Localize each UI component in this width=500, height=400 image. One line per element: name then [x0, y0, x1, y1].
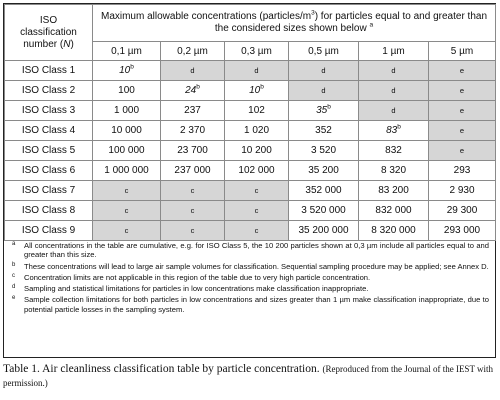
cell-value: e: [459, 126, 465, 135]
concentration-cell: [359, 101, 429, 121]
concentration-cell: [429, 121, 496, 141]
iso-class-label: ISO Class 5: [5, 141, 93, 161]
cell-value: e: [459, 146, 465, 155]
concentration-cell: [225, 101, 289, 121]
footnote: [4, 273, 495, 282]
cell-value: 237 000: [174, 165, 211, 176]
iso-class-label: ISO Class 1: [5, 61, 93, 81]
cell-value: d: [321, 86, 326, 95]
footnote-text: These concentrations will lead to large air sample volumes for classification. Sequential sampling procedure may be applied; see Annex D.: [24, 261, 489, 271]
concentration-cell: [289, 101, 359, 121]
footnote-mark: b: [327, 103, 331, 111]
table-row: [5, 101, 496, 121]
cell-value: 237: [184, 105, 201, 116]
cell-value: 1 000: [113, 105, 140, 116]
footnote-marker: c: [12, 272, 15, 279]
concentration-cell: [225, 141, 289, 161]
cell-value: c: [254, 186, 259, 195]
concentration-cell: [161, 221, 225, 241]
cell-value: e: [459, 66, 465, 75]
cell-value: c: [124, 206, 129, 215]
cell-value: 832 000: [375, 205, 412, 216]
concentration-cell: [429, 221, 496, 241]
concentration-cell: [225, 181, 289, 201]
cell-value: d: [391, 106, 396, 115]
table-row: [5, 201, 496, 221]
concentration-cell: [429, 181, 496, 201]
cell-value: 293: [453, 165, 471, 176]
concentration-cell: [429, 141, 496, 161]
footnote-marker: d: [12, 284, 16, 291]
iso-class-label: ISO Class 6: [5, 161, 93, 181]
size-header: 5 µm: [429, 42, 496, 61]
concentration-cell: [359, 121, 429, 141]
cell-value: 83 200: [378, 185, 409, 196]
concentration-cell: [161, 181, 225, 201]
size-header: 0,5 µm: [289, 42, 359, 61]
table-row: [5, 121, 496, 141]
concentration-cell: [225, 221, 289, 241]
cell-value: 3 520 000: [301, 205, 346, 216]
concentration-cell: [289, 221, 359, 241]
cell-value: 102: [248, 105, 265, 116]
size-header: 0,1 µm: [93, 42, 161, 61]
footnote-mark: b: [397, 123, 401, 131]
iso-class-label: ISO Class 4: [5, 121, 93, 141]
concentration-cell: [289, 141, 359, 161]
cell-value: 2 930: [449, 185, 475, 196]
concentration-cell: [161, 121, 225, 141]
cell-value: 10 200: [241, 145, 272, 156]
size-header: 0,2 µm: [161, 42, 225, 61]
header-classification-number: ISO classification number (N): [5, 5, 93, 61]
footnotes: [4, 241, 495, 314]
cell-value: c: [124, 186, 129, 195]
cell-value: e: [459, 86, 465, 95]
concentration-cell: [93, 201, 161, 221]
iso-class-label: ISO Class 7: [5, 181, 93, 201]
caption-title: Table 1. Air cleanliness classification table by particle concentration.: [3, 363, 320, 375]
cell-value: d: [391, 86, 396, 95]
table-caption: [3, 362, 497, 390]
concentration-cell: [225, 161, 289, 181]
size-header: 1 µm: [359, 42, 429, 61]
concentration-cell: [289, 121, 359, 141]
cell-value: 100: [118, 85, 135, 96]
concentration-cell: [93, 181, 161, 201]
cell-value: 2 370: [179, 125, 206, 136]
concentration-cell: [161, 81, 225, 101]
iso-classification-table: [4, 4, 496, 241]
concentration-cell: [93, 61, 161, 81]
footnote: [4, 284, 495, 293]
cell-value: 8 320: [380, 165, 407, 176]
concentration-cell: [161, 101, 225, 121]
cell-value: 102 000: [238, 165, 275, 176]
cell-value: c: [190, 186, 195, 195]
cell-value: c: [254, 226, 259, 235]
footnote-marker: a: [12, 241, 16, 247]
iso-class-label: ISO Class 2: [5, 81, 93, 101]
cell-value: d: [190, 66, 195, 75]
concentration-cell: [93, 221, 161, 241]
cell-value: 293 000: [443, 225, 481, 236]
cell-value: 29 300: [446, 205, 478, 216]
concentration-cell: [429, 161, 496, 181]
concentration-cell: [225, 81, 289, 101]
table-row: [5, 81, 496, 101]
concentration-cell: [429, 201, 496, 221]
concentration-cell: [289, 161, 359, 181]
footnote-mark: b: [196, 83, 200, 91]
footnote-text: Sample collection limitations for both particles in low concentrations and sizes greater than 1 µm make classification inappropriate, due to potential particle losses in the sampling system.: [24, 295, 489, 314]
cell-value: c: [190, 226, 195, 235]
concentration-cell: [161, 141, 225, 161]
concentration-cell: [225, 61, 289, 81]
concentration-cell: [225, 201, 289, 221]
cell-value: 8 320 000: [371, 225, 416, 236]
concentration-cell: [359, 181, 429, 201]
cell-value: 24: [185, 85, 197, 96]
table-row: [5, 141, 496, 161]
iso-class-label: ISO Class 3: [5, 101, 93, 121]
cell-value: 3 520: [310, 145, 337, 156]
concentration-cell: [429, 81, 496, 101]
table-row: [5, 221, 496, 241]
table-row: [5, 161, 496, 181]
size-header: 0,3 µm: [225, 42, 289, 61]
concentration-cell: [359, 161, 429, 181]
cell-value: 35: [316, 105, 328, 116]
concentration-cell: [93, 81, 161, 101]
iso-class-label: ISO Class 9: [5, 221, 93, 241]
concentration-cell: [289, 181, 359, 201]
cell-value: 83: [386, 125, 398, 136]
header-max-concentrations: Maximum allowable concentrations $(particles/m^3)$ for particles equal to and greater than the considered sizes shown below $^a$: [93, 5, 496, 42]
cell-value: d: [321, 66, 326, 75]
concentration-cell: [289, 61, 359, 81]
footnote-text: Concentration limits are not applicable in this region of the table due to very high particle concentration.: [24, 272, 371, 282]
concentration-cell: [289, 81, 359, 101]
cell-value: 23 700: [177, 145, 208, 156]
cell-value: 1 020: [243, 125, 270, 136]
cell-value: 35 200 000: [298, 225, 349, 236]
concentration-cell: [93, 161, 161, 181]
cell-value: 35 200: [308, 165, 339, 176]
footnote: [4, 262, 495, 271]
concentration-cell: [359, 81, 429, 101]
cell-value: 10: [249, 85, 261, 96]
concentration-cell: [359, 61, 429, 81]
cell-value: 100 000: [108, 145, 145, 156]
concentration-cell: [161, 161, 225, 181]
footnote-text: All concentrations in the table are cumulative, e.g. for ISO Class 5, the 10 200 particles shown at 0,3 µm include all particles equal to and greater than this size.: [24, 241, 489, 260]
iso-class-label: ISO Class 8: [5, 201, 93, 221]
concentration-cell: [429, 101, 496, 121]
concentration-cell: [289, 201, 359, 221]
concentration-cell: [161, 201, 225, 221]
cell-value: c: [254, 206, 259, 215]
cell-value: 1 000 000: [104, 165, 149, 176]
table-frame: [3, 3, 496, 358]
footnote-text: Sampling and statistical limitations for particles in low concentrations make classification inappropriate.: [24, 284, 369, 294]
cell-value: 10 000: [111, 125, 142, 136]
concentration-cell: [93, 121, 161, 141]
cell-value: c: [190, 206, 195, 215]
concentration-cell: [93, 141, 161, 161]
concentration-cell: [429, 61, 496, 81]
cell-value: c: [124, 226, 129, 235]
concentration-cell: [93, 101, 161, 121]
caption-credit: (Reproduced from the Journal of the IEST with permission.): [3, 364, 494, 388]
footnote: [4, 241, 495, 260]
footnote-marker: b: [12, 261, 16, 268]
footnote-mark: b: [260, 83, 264, 91]
cell-value: d: [391, 66, 396, 75]
concentration-cell: [359, 141, 429, 161]
concentration-cell: [161, 61, 225, 81]
table-row: [5, 61, 496, 81]
concentration-cell: [359, 201, 429, 221]
concentration-cell: [359, 221, 429, 241]
cell-value: 352 000: [305, 185, 342, 196]
footnote-mark: b: [130, 63, 134, 71]
cell-value: 352: [315, 125, 332, 136]
footnote-marker: e: [12, 295, 16, 302]
cell-value: 832: [385, 145, 402, 156]
footnote: [4, 295, 495, 314]
table-row: [5, 181, 496, 201]
concentration-cell: [225, 121, 289, 141]
cell-value: e: [459, 106, 465, 115]
cell-value: 10: [119, 65, 131, 76]
cell-value: d: [254, 66, 259, 75]
